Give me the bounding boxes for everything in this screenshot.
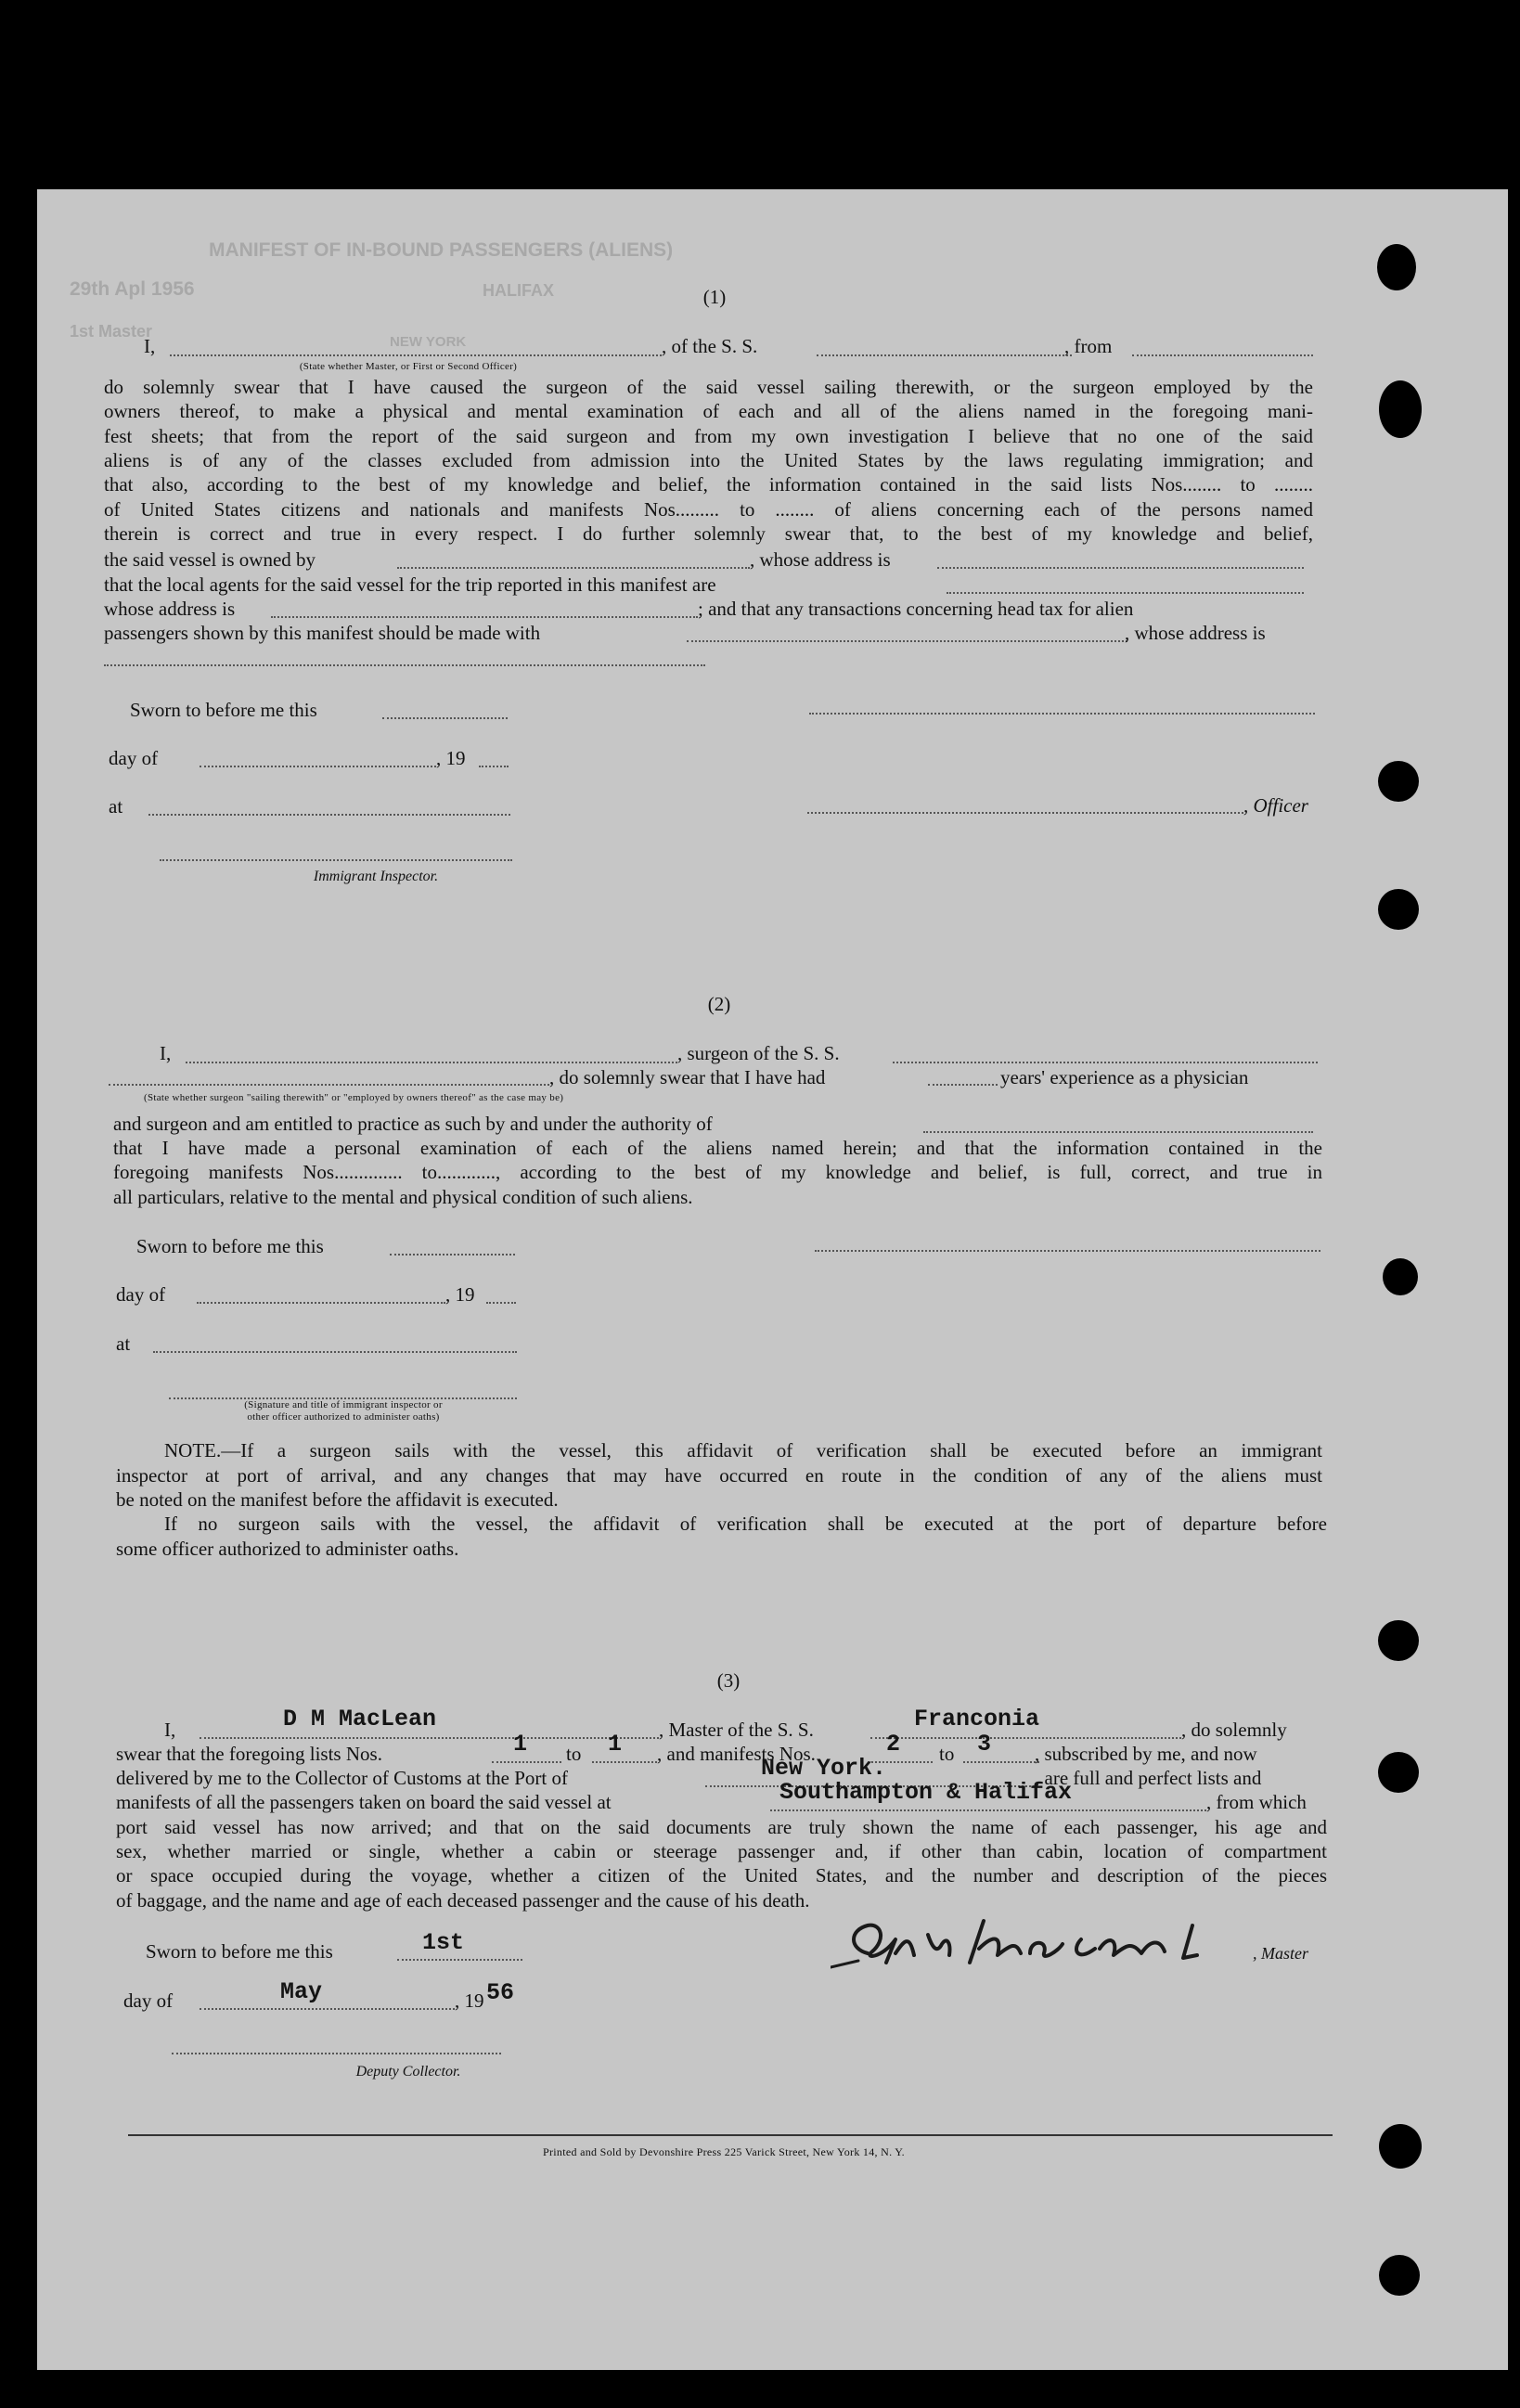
faded-header-port: NEW YORK — [390, 334, 467, 350]
officer-label: , Officer — [1243, 794, 1308, 817]
section2-i-label: I, — [160, 1042, 172, 1064]
inspector-caption: Immigrant Inspector. — [313, 869, 439, 884]
deputy-collector-caption: Deputy Collector. — [355, 2064, 461, 2080]
master-oath-line: port said vessel has now arrived; and that on the said documents are truly shown the name of each passenger, his age and — [116, 1816, 1327, 1838]
signature-line — [815, 1250, 1320, 1252]
master-oath-line: sex, whether married or single, whether a cabin or steerage passenger and, if other than cabin, location of compartment — [116, 1840, 1327, 1862]
at-line — [153, 1351, 517, 1353]
agents-line — [947, 592, 1304, 594]
sworn-line — [390, 1254, 515, 1256]
footer-rule — [128, 2134, 1333, 2136]
master-name-line — [200, 1737, 659, 1739]
punch-hole — [1378, 1752, 1419, 1793]
at-label: at — [109, 795, 123, 818]
section3-i-label: I, — [164, 1719, 176, 1741]
oath-line: of United States citizens and nationals and manifests Nos......... to ........ of aliens concerning each of the persons named — [104, 498, 1313, 521]
manifests-from-value: 2 — [886, 1731, 901, 1758]
lists-from-value: 1 — [513, 1731, 528, 1758]
lists-to-value: 1 — [608, 1731, 623, 1758]
year-line — [479, 766, 509, 767]
note-line: some officer authorized to administer oaths. — [116, 1538, 459, 1560]
day-line — [200, 766, 436, 767]
punch-hole — [1378, 1620, 1419, 1661]
year-label: , 19 — [436, 747, 466, 769]
punch-hole — [1379, 2124, 1422, 2169]
sworn-year-value: 56 — [486, 1979, 515, 2006]
faded-header-title: MANIFEST OF IN-BOUND PASSENGERS (ALIENS) — [209, 239, 674, 261]
manifests-label: , and manifests Nos. — [657, 1743, 816, 1765]
at-label: at — [116, 1333, 131, 1355]
sworn-line — [382, 717, 508, 719]
surgeon-of-label: , surgeon of the S. S. — [677, 1042, 840, 1064]
punch-hole — [1379, 2255, 1420, 2296]
oath-line: aliens is of any of the classes excluded from admission into the United States by the laws regulating immigration; and — [104, 449, 1313, 471]
inspector-caption: other officer authorized to administer oaths) — [247, 1411, 440, 1423]
full-perfect-label: , are full and perfect lists and — [1035, 1767, 1262, 1789]
punch-hole — [1378, 761, 1419, 802]
oath-line: fest sheets; that from the report of the said surgeon and from my own investigation I believe that no one of the said — [104, 425, 1313, 447]
owner-address-line — [937, 567, 1304, 569]
inspector-line — [160, 859, 512, 861]
ship-line — [817, 354, 1072, 356]
subscribed-label: , subscribed by me, and now — [1035, 1743, 1257, 1765]
do-solemnly-label: , do solemnly — [1181, 1719, 1287, 1741]
from-line — [1132, 354, 1313, 356]
departure-value: Southampton & Halifax — [779, 1779, 1073, 1806]
year-line — [486, 1302, 516, 1304]
taken-on-board-label: manifests of all the passengers taken on board the said vessel at — [116, 1791, 612, 1813]
sworn-label: Sworn to before me this — [146, 1940, 333, 1963]
of-ss-label: , of the S. S. — [662, 335, 758, 357]
faded-header-master: 1st Master — [70, 322, 153, 341]
punch-hole — [1377, 244, 1416, 290]
from-label: , from — [1064, 335, 1113, 357]
surgeon-oath-line: foregoing manifests Nos.............. to............, according to the best of my knowledge and belief, is full, correct, and true in — [113, 1161, 1322, 1183]
deputy-collector-line — [172, 2053, 501, 2054]
day-of-label: day of — [109, 747, 159, 769]
whose-address-label: , whose address is — [750, 548, 891, 571]
delivered-label: delivered by me to the Collector of Customs at the Port of — [116, 1767, 568, 1789]
lists-label: swear that the foregoing lists Nos. — [116, 1743, 382, 1765]
master-of-label: , Master of the S. S. — [659, 1719, 814, 1741]
port-value: New York. — [761, 1755, 887, 1782]
manifests-to-line — [963, 1761, 1039, 1763]
signature-line — [809, 713, 1315, 715]
head-tax-line — [687, 640, 1127, 642]
master-oath-line: of baggage, and the name and age of each deceased passenger and the cause of his death. — [116, 1889, 810, 1912]
surgeon-oath-line: that I have made a personal examination of each of the aliens named herein; and that the information contained in the — [113, 1137, 1322, 1159]
oath-line: owners thereof, to make a physical and mental examination of each and all of the aliens named in the foregoing mani- — [104, 400, 1313, 422]
punch-hole — [1383, 1258, 1418, 1295]
master-name-value: D M MacLean — [283, 1706, 437, 1732]
at-line — [148, 814, 510, 816]
oath-line: that also, according to the best of my knowledge and belief, the information contained in the said lists Nos........ to ........ — [104, 473, 1313, 496]
note-line: If no surgeon sails with the vessel, the affidavit of verification shall be executed at the port of departure before — [164, 1513, 1327, 1535]
sworn-month-value: May — [280, 1978, 323, 2005]
punch-hole — [1378, 889, 1419, 930]
day-of-label: day of — [116, 1283, 166, 1306]
years-line — [928, 1084, 998, 1086]
surgeon-caption: (State whether surgeon "sailing therewith" or "employed by owners thereof" as the case may be) — [144, 1092, 564, 1103]
master-oath-line: or space occupied during the voyage, whether a citizen of the United States, and the number and description of the pieces — [116, 1864, 1327, 1886]
section1-i-label: I, — [144, 335, 156, 357]
local-agents-label: that the local agents for the said vessel for the trip reported in this manifest are — [104, 573, 716, 596]
surgeon-oath-line: all particulars, relative to the mental and physical condition of such aliens. — [113, 1186, 693, 1208]
owner-line — [397, 567, 750, 569]
oath-line: do solemnly swear that I have caused the surgeon of the said vessel sailing therewith, or the surgeon employed by the — [104, 376, 1313, 398]
master-signature — [831, 1898, 1257, 1981]
section-number: (2) — [707, 993, 731, 1015]
from-which-label: , from which — [1206, 1791, 1307, 1813]
lists-to-line — [592, 1761, 657, 1763]
authority-label: and surgeon and am entitled to practice as such by and under the authority of — [113, 1113, 713, 1135]
note-line: be noted on the manifest before the affidavit is executed. — [116, 1488, 559, 1511]
to-label: to — [566, 1743, 582, 1765]
officer-caption: (State whether Master, or First or Second Officer) — [299, 361, 518, 372]
year-label: , 19 — [445, 1283, 475, 1306]
note-line: inspector at port of arrival, and any changes that may have occurred en route in the condition of any of the aliens must — [116, 1464, 1322, 1487]
passengers-shown-label: passengers shown by this manifest should be made with — [104, 622, 541, 644]
month-line — [200, 2008, 455, 2010]
faded-header-date: 29th Apl 1956 — [70, 278, 195, 300]
head-tax-label: ; and that any transactions concerning head tax for alien — [698, 598, 1134, 620]
oath-line: therein is correct and true in every respect. I do further solemnly swear that, to the best of my knowledge and belief, — [104, 522, 1313, 545]
whose-address-label: , whose address is — [1125, 622, 1266, 644]
departure-line — [770, 1809, 1206, 1811]
year-label: , 19 — [455, 1989, 484, 2012]
sworn-day-line — [397, 1959, 522, 1961]
lists-from-line — [492, 1761, 561, 1763]
to-label: to — [939, 1743, 955, 1765]
punch-hole — [1379, 380, 1422, 438]
agents-address-line — [271, 616, 698, 618]
surgeon-ship-line — [893, 1062, 1318, 1063]
sworn-label: Sworn to before me this — [136, 1235, 324, 1257]
whose-address-label: whose address is — [104, 598, 236, 620]
ship-name-line — [870, 1737, 1181, 1739]
day-line — [197, 1302, 445, 1304]
inspector-caption: (Signature and title of immigrant inspector or — [244, 1399, 443, 1410]
sworn-day-value: 1st — [422, 1929, 465, 1956]
section-number: (1) — [702, 286, 727, 308]
sworn-label: Sworn to before me this — [130, 699, 317, 721]
printer-imprint: Printed and Sold by Devonshire Press 225 Varick Street, New York 14, N. Y. — [543, 2145, 905, 2158]
head-tax-address-line — [104, 664, 705, 666]
manifests-to-value: 3 — [977, 1731, 992, 1758]
note-line: NOTE.—If a surgeon sails with the vessel, this affidavit of verification shall be executed before an immigrant — [164, 1439, 1322, 1462]
authority-line — [923, 1131, 1313, 1133]
section-number: (3) — [716, 1669, 741, 1692]
day-of-label: day of — [123, 1989, 174, 2012]
officer-signature-line — [807, 812, 1243, 814]
do-solemnly-label: , do solemnly swear that I have had — [549, 1066, 826, 1088]
ship-name-value: Franconia — [914, 1706, 1040, 1732]
faded-header-from-port: HALIFAX — [483, 281, 555, 300]
master-label: , Master — [1253, 1944, 1308, 1963]
owned-by-label: the said vessel is owned by — [104, 548, 316, 571]
surgeon-name-line — [186, 1062, 677, 1063]
years-experience-label: years' experience as a physician — [1000, 1066, 1249, 1088]
